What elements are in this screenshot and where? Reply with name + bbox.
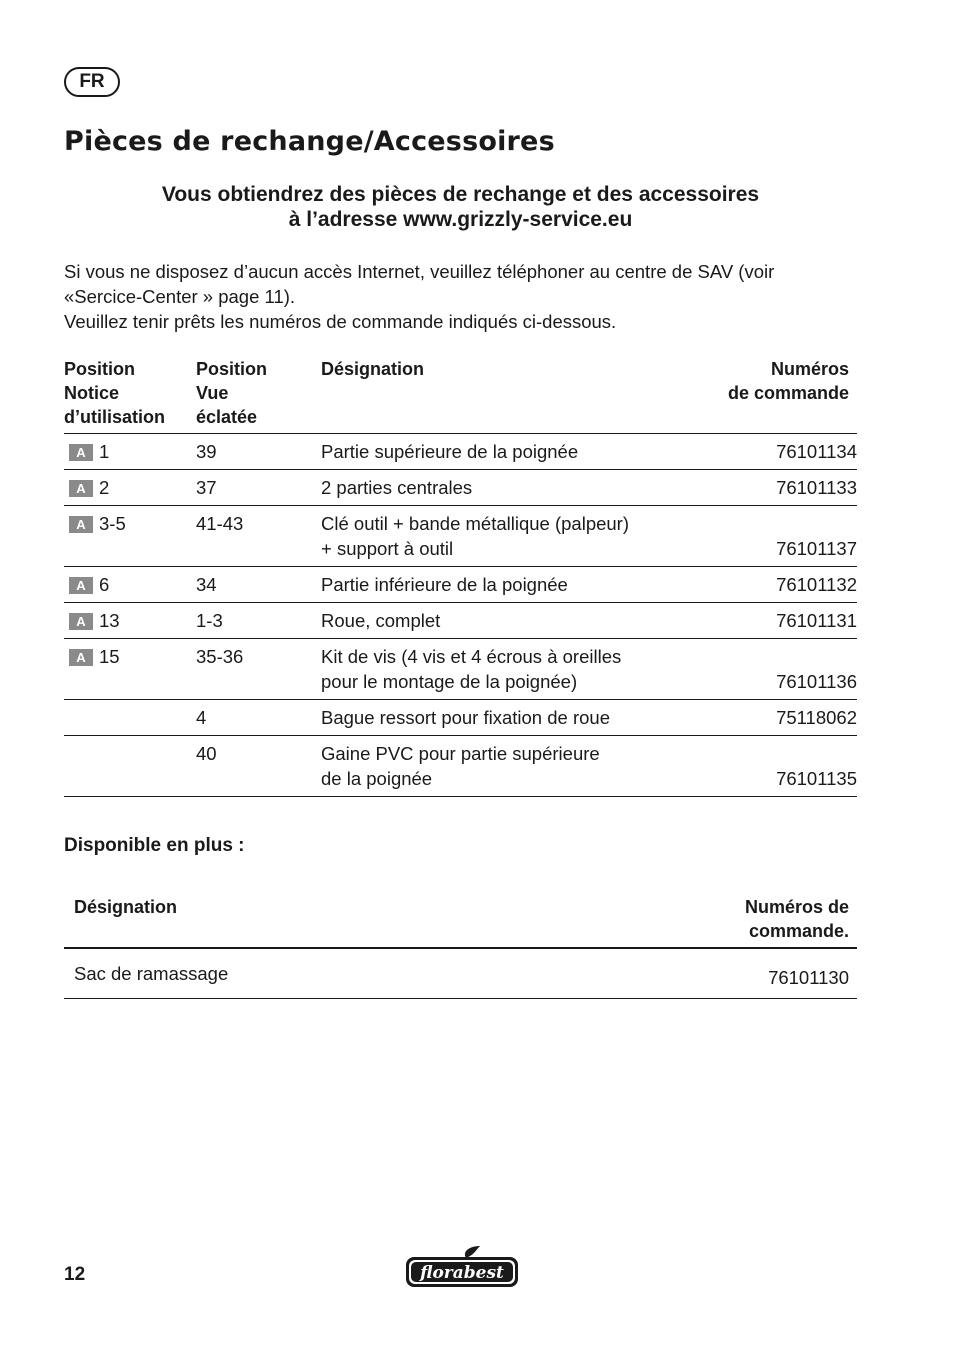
cell-position-vue: 40 bbox=[196, 736, 321, 797]
table-row bbox=[64, 948, 857, 999]
cell-position-vue: 35-36 bbox=[196, 639, 321, 700]
cell-numero: 76101137 bbox=[721, 506, 857, 567]
cell-designation bbox=[321, 700, 721, 736]
accessories-table bbox=[64, 895, 857, 999]
designation-line: Kit de vis (4 vis et 4 écrous à oreilles bbox=[321, 646, 622, 667]
cell-numero: 76101134 bbox=[721, 434, 857, 470]
table-row bbox=[64, 506, 857, 567]
cell-designation bbox=[321, 639, 721, 700]
cell-position-notice bbox=[64, 700, 196, 736]
table-row bbox=[64, 603, 857, 639]
table-row bbox=[64, 700, 857, 736]
language-badge: FR bbox=[64, 67, 120, 97]
cell-position-vue: 34 bbox=[196, 567, 321, 603]
cell-position-notice bbox=[64, 506, 196, 567]
designation-line: de la poignée bbox=[321, 768, 433, 789]
intro-line-3: Veuillez tenir prêts les numéros de commande indiqués ci-dessous. bbox=[64, 311, 617, 332]
cell-position-vue: 4 bbox=[196, 700, 321, 736]
cell-position-vue: 1-3 bbox=[196, 603, 321, 639]
page-number: 12 bbox=[64, 1264, 86, 1285]
figure-a-marker: A bbox=[69, 480, 93, 497]
designation-line: 2 parties centrales bbox=[321, 477, 473, 498]
cell-position-notice bbox=[64, 603, 196, 639]
cell-designation bbox=[321, 470, 721, 506]
intro-line-1: Si vous ne disposez d’aucun accès Internet, veuillez téléphoner au centre de SAV (voir bbox=[64, 261, 775, 282]
cell-position-vue: 37 bbox=[196, 470, 321, 506]
cell-numero: 76101135 bbox=[721, 736, 857, 797]
subtitle-line-1: Vous obtiendrez des pièces de rechange et des accessoires bbox=[161, 183, 760, 206]
figure-a-marker: A bbox=[69, 444, 93, 461]
position-notice-value: 15 bbox=[99, 646, 120, 667]
cell-position-notice bbox=[64, 639, 196, 700]
table-row bbox=[64, 470, 857, 506]
cell-designation bbox=[321, 736, 721, 797]
table-row bbox=[64, 567, 857, 603]
figure-a-marker: A bbox=[69, 613, 93, 630]
designation-line: Partie supérieure de la poignée bbox=[321, 441, 579, 462]
florabest-logo bbox=[404, 1245, 520, 1289]
logo-text: florabest bbox=[420, 1263, 504, 1283]
intro-paragraph bbox=[64, 259, 864, 334]
table-row bbox=[64, 434, 857, 470]
header-designation: Désignation bbox=[321, 357, 721, 434]
more-available-label: Disponible en plus : bbox=[64, 835, 245, 856]
accessories-table-body bbox=[64, 948, 857, 999]
cell-designation bbox=[321, 434, 721, 470]
cell-position-notice bbox=[64, 470, 196, 506]
cell-designation bbox=[321, 506, 721, 567]
subtitle bbox=[64, 182, 857, 232]
parts-table-body bbox=[64, 434, 857, 797]
cell-numero: 75118062 bbox=[721, 700, 857, 736]
subtitle-line-2: à l’adresse www.grizzly-service.eu bbox=[288, 208, 633, 231]
header-numero: Numéros de commande bbox=[721, 357, 857, 434]
accessories-table-header bbox=[64, 895, 857, 948]
figure-a-marker: A bbox=[69, 577, 93, 594]
position-notice-value: 2 bbox=[99, 477, 110, 498]
designation-line: Roue, complet bbox=[321, 610, 441, 631]
designation-line: Bague ressort pour fixation de roue bbox=[321, 707, 610, 728]
table-row bbox=[64, 736, 857, 797]
cell-designation bbox=[321, 603, 721, 639]
cell-position-vue: 39 bbox=[196, 434, 321, 470]
parts-table-header bbox=[64, 357, 857, 434]
acc-header-numero: Numéros de commande. bbox=[624, 895, 857, 948]
acc-cell-designation: Sac de ramassage bbox=[64, 948, 624, 999]
designation-line: Partie inférieure de la poignée bbox=[321, 574, 568, 595]
figure-a-marker: A bbox=[69, 649, 93, 666]
header-position-notice: Position Notice d’utilisation bbox=[64, 357, 196, 434]
intro-line-2: «Sercice-Center » page 11). bbox=[64, 286, 296, 307]
cell-numero: 76101136 bbox=[721, 639, 857, 700]
table-row bbox=[64, 639, 857, 700]
acc-header-designation: Désignation bbox=[64, 895, 624, 948]
acc-cell-numero: 76101130 bbox=[624, 948, 857, 999]
designation-line: pour le montage de la poignée) bbox=[321, 671, 578, 692]
header-position-vue: Position Vue éclatée bbox=[196, 357, 321, 434]
position-notice-value: 3-5 bbox=[99, 513, 126, 534]
parts-table bbox=[64, 357, 857, 797]
designation-line: Gaine PVC pour partie supérieure bbox=[321, 743, 600, 764]
cell-numero: 76101131 bbox=[721, 603, 857, 639]
cell-position-notice bbox=[64, 736, 196, 797]
designation-line: + support à outil bbox=[321, 538, 454, 559]
position-notice-value: 1 bbox=[99, 441, 110, 462]
position-notice-value: 6 bbox=[99, 574, 110, 595]
cell-numero: 76101133 bbox=[721, 470, 857, 506]
designation-line: Clé outil + bande métallique (palpeur) bbox=[321, 513, 630, 534]
cell-numero: 76101132 bbox=[721, 567, 857, 603]
cell-designation bbox=[321, 567, 721, 603]
cell-position-notice bbox=[64, 567, 196, 603]
figure-a-marker: A bbox=[69, 516, 93, 533]
position-notice-value: 13 bbox=[99, 610, 120, 631]
cell-position-vue: 41-43 bbox=[196, 506, 321, 567]
page-title: Pièces de rechange/Accessoires bbox=[64, 126, 555, 157]
cell-position-notice bbox=[64, 434, 196, 470]
